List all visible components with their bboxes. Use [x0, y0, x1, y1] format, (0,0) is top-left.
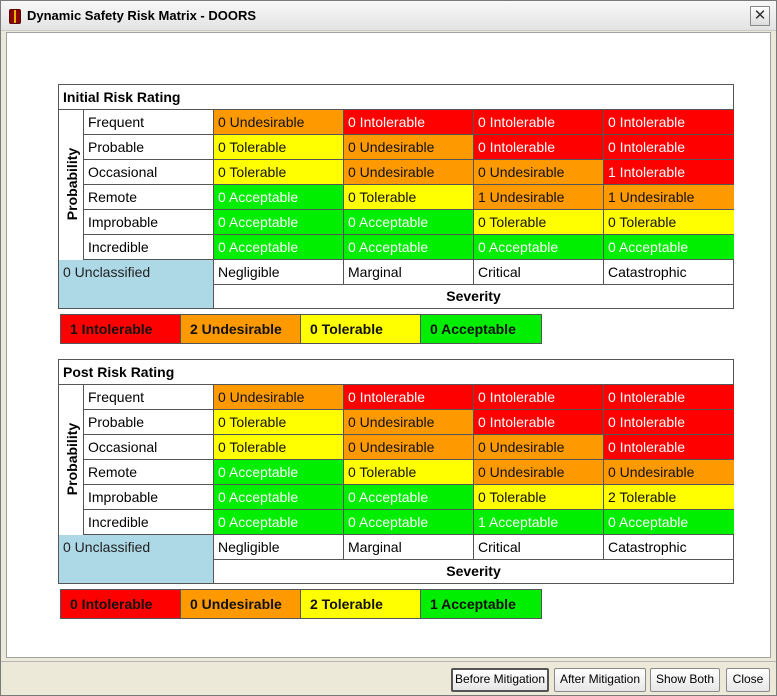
- summary-cell: 0 Acceptable: [421, 315, 541, 343]
- risk-cell[interactable]: 1 Undesirable: [474, 185, 604, 210]
- risk-cell[interactable]: 0 Tolerable: [214, 135, 344, 160]
- summary-cell: 1 Intolerable: [61, 315, 181, 343]
- risk-cell[interactable]: 0 Undesirable: [214, 110, 344, 135]
- probability-row-label: Occasional: [84, 160, 214, 185]
- severity-column-label: Critical: [474, 535, 604, 560]
- severity-row: [214, 535, 734, 560]
- risk-cell[interactable]: 0 Acceptable: [604, 235, 734, 260]
- risk-cell[interactable]: 0 Undesirable: [344, 160, 474, 185]
- post-summary: [60, 589, 542, 619]
- risk-cell[interactable]: 0 Acceptable: [344, 485, 474, 510]
- risk-cell[interactable]: 0 Acceptable: [214, 485, 344, 510]
- risk-cell[interactable]: 0 Acceptable: [214, 210, 344, 235]
- unclassified-cell: 0 Unclassified: [59, 260, 214, 308]
- unclassified-cell: 0 Unclassified: [59, 535, 214, 583]
- probability-row-label: Occasional: [84, 435, 214, 460]
- risk-cell[interactable]: 0 Tolerable: [214, 160, 344, 185]
- summary-cell: 1 Acceptable: [421, 590, 541, 618]
- title-bar: [1, 1, 776, 31]
- button-bar: [1, 661, 776, 695]
- risk-cell[interactable]: 0 Undesirable: [344, 410, 474, 435]
- risk-cell[interactable]: 0 Tolerable: [344, 185, 474, 210]
- risk-cell[interactable]: 0 Intolerable: [344, 110, 474, 135]
- risk-cell[interactable]: 2 Tolerable: [604, 485, 734, 510]
- risk-cell[interactable]: 0 Acceptable: [214, 460, 344, 485]
- probability-row-label: Improbable: [84, 485, 214, 510]
- risk-cell[interactable]: 0 Acceptable: [214, 185, 344, 210]
- severity-label: Severity: [446, 288, 501, 304]
- matrix-row: [84, 510, 734, 535]
- close-icon[interactable]: ✕: [750, 6, 770, 26]
- risk-cell[interactable]: 0 Tolerable: [214, 410, 344, 435]
- risk-cell[interactable]: 0 Undesirable: [604, 460, 734, 485]
- risk-cell[interactable]: 0 Undesirable: [474, 435, 604, 460]
- summary-cell: 0 Intolerable: [61, 590, 181, 618]
- risk-cell[interactable]: 0 Intolerable: [344, 385, 474, 410]
- matrix-row: [84, 135, 734, 160]
- risk-cell[interactable]: 0 Intolerable: [604, 435, 734, 460]
- risk-cell[interactable]: 0 Tolerable: [214, 435, 344, 460]
- severity-label: Severity: [446, 563, 501, 579]
- matrix-area: [6, 32, 771, 658]
- matrix-row: [84, 485, 734, 510]
- risk-cell[interactable]: 1 Acceptable: [474, 510, 604, 535]
- probability-label: Probability: [64, 422, 80, 496]
- risk-cell[interactable]: 1 Undesirable: [604, 185, 734, 210]
- window-title: Dynamic Safety Risk Matrix - DOORS: [27, 8, 257, 23]
- severity-column-label: Catastrophic: [604, 260, 734, 285]
- risk-cell[interactable]: 1 Intolerable: [604, 160, 734, 185]
- summary-cell: 2 Undesirable: [181, 315, 301, 343]
- summary-cell: 0 Tolerable: [301, 315, 421, 343]
- matrix-row: [84, 385, 734, 410]
- show-both-button[interactable]: Show Both: [650, 668, 720, 692]
- matrix-row: [84, 210, 734, 235]
- risk-cell[interactable]: 0 Intolerable: [474, 385, 604, 410]
- risk-cell[interactable]: 0 Acceptable: [214, 510, 344, 535]
- risk-cell[interactable]: 0 Intolerable: [604, 135, 734, 160]
- risk-cell[interactable]: 0 Undesirable: [344, 435, 474, 460]
- doors-app-icon: [9, 9, 21, 24]
- probability-axis: [59, 110, 84, 260]
- risk-cell[interactable]: 0 Intolerable: [604, 110, 734, 135]
- risk-cell[interactable]: 0 Tolerable: [474, 485, 604, 510]
- matrix-row: [84, 160, 734, 185]
- initial-summary: [60, 314, 542, 344]
- risk-cell[interactable]: 0 Undesirable: [474, 460, 604, 485]
- risk-cell[interactable]: 0 Undesirable: [344, 135, 474, 160]
- probability-row-label: Probable: [84, 135, 214, 160]
- probability-row-label: Probable: [84, 410, 214, 435]
- risk-cell[interactable]: 0 Acceptable: [344, 210, 474, 235]
- panel-title: Initial Risk Rating: [59, 85, 733, 110]
- risk-cell[interactable]: 0 Acceptable: [604, 510, 734, 535]
- probability-row-label: Frequent: [84, 110, 214, 135]
- risk-cell[interactable]: 0 Tolerable: [604, 210, 734, 235]
- probability-row-label: Remote: [84, 185, 214, 210]
- risk-cell[interactable]: 0 Acceptable: [344, 510, 474, 535]
- severity-row: [214, 260, 734, 285]
- matrix-row: [84, 410, 734, 435]
- risk-cell[interactable]: 0 Intolerable: [604, 385, 734, 410]
- severity-column-label: Negligible: [214, 535, 344, 560]
- matrix-row: [84, 110, 734, 135]
- post-risk-panel: [58, 359, 734, 584]
- risk-cell[interactable]: 0 Intolerable: [474, 110, 604, 135]
- risk-cell[interactable]: 0 Tolerable: [474, 210, 604, 235]
- risk-cell[interactable]: 0 Undesirable: [474, 160, 604, 185]
- before-mitigation-button[interactable]: Before Mitigation: [451, 668, 549, 692]
- initial-risk-panel: [58, 84, 734, 309]
- risk-cell[interactable]: 0 Intolerable: [474, 410, 604, 435]
- probability-row-label: Incredible: [84, 235, 214, 260]
- severity-column-label: Negligible: [214, 260, 344, 285]
- risk-cell[interactable]: 0 Acceptable: [474, 235, 604, 260]
- matrix-row: [84, 460, 734, 485]
- probability-row-label: Incredible: [84, 510, 214, 535]
- risk-cell[interactable]: 0 Tolerable: [344, 460, 474, 485]
- risk-cell[interactable]: 0 Undesirable: [214, 385, 344, 410]
- matrix-row: [84, 435, 734, 460]
- probability-label: Probability: [64, 147, 80, 221]
- matrix-row: [84, 235, 734, 260]
- probability-axis: [59, 385, 84, 535]
- probability-row-label: Remote: [84, 460, 214, 485]
- severity-column-label: Marginal: [344, 260, 474, 285]
- probability-row-label: Improbable: [84, 210, 214, 235]
- severity-column-label: Critical: [474, 260, 604, 285]
- summary-cell: 2 Tolerable: [301, 590, 421, 618]
- severity-column-label: Catastrophic: [604, 535, 734, 560]
- panel-title: Post Risk Rating: [59, 360, 733, 385]
- risk-cell[interactable]: 0 Intolerable: [474, 135, 604, 160]
- close-button[interactable]: Close: [726, 668, 770, 692]
- summary-cell: 0 Undesirable: [181, 590, 301, 618]
- probability-row-label: Frequent: [84, 385, 214, 410]
- severity-column-label: Marginal: [344, 535, 474, 560]
- risk-cell[interactable]: 0 Acceptable: [214, 235, 344, 260]
- after-mitigation-button[interactable]: After Mitigation: [554, 668, 646, 692]
- matrix-row: [84, 185, 734, 210]
- risk-cell[interactable]: 0 Acceptable: [344, 235, 474, 260]
- risk-cell[interactable]: 0 Intolerable: [604, 410, 734, 435]
